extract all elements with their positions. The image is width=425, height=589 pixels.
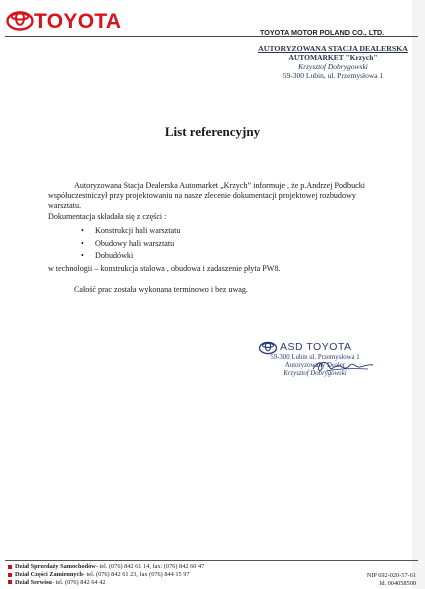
stamp-line-1: 59-300 Lubin ul. Przemysłowa 1 bbox=[270, 354, 360, 361]
stamp-title: ASD TOYOTA bbox=[280, 341, 352, 353]
paragraph-3: w technologii – konstrukcja stalowa , obudowa i zadaszenie płyta PW8. bbox=[48, 263, 281, 273]
bullet-icon: • bbox=[81, 251, 84, 261]
footer-row-parts: Dział Części Zamiennych - tel. (076) 842 61 23, fax (076) 844 15 97 bbox=[8, 571, 204, 579]
red-square-icon bbox=[8, 580, 12, 584]
id-number: Id. 004058500 bbox=[379, 579, 416, 587]
red-square-icon bbox=[8, 573, 12, 577]
red-square-icon bbox=[8, 565, 12, 569]
nip-number: NIP 692-020-57-61 bbox=[366, 572, 416, 579]
dealer-address-block bbox=[248, 44, 418, 80]
footer-row-service: Dział Serwisu - tel. (076) 842 64 42 bbox=[8, 579, 204, 587]
handwritten-signature bbox=[310, 356, 376, 376]
list-item: • Konstrukcji hali warsztatu bbox=[81, 225, 181, 235]
stamp-line-3: Krzysztof Dobrygowski bbox=[283, 370, 347, 378]
footer-divider bbox=[5, 560, 418, 561]
paragraph-4: Całość prac została wykonana terminowo i bez uwag. bbox=[74, 285, 248, 295]
dealer-line-3: Krzysztof Dobrygowski bbox=[298, 62, 368, 71]
list-item: • Dobudówki bbox=[81, 251, 134, 261]
document-title: List referencyjny bbox=[164, 124, 261, 139]
bullet-icon: • bbox=[81, 238, 84, 248]
page-edge bbox=[412, 0, 425, 589]
footer-row-sales: Dział Sprzedaży Samochodów - tel. (076) 842 61 14, fax: (076) 842 60 47 bbox=[8, 563, 204, 571]
dealer-line-2: AUTOMARKET "Krzych" bbox=[288, 53, 378, 62]
letter-body bbox=[48, 181, 388, 295]
stamp-line-2: Autoryzowany Dealer bbox=[284, 362, 346, 370]
paragraph-2: Dokumentacja składała się z części : bbox=[48, 211, 167, 221]
paragraph-1: Autoryzowana Stacja Dealerska Automarket „Krzych” informuje , że p.Andrzej Podbucki współuczestniczył przy projektowaniu na nasze zlecenie dokumentacji projektowej rozbudowy warsztatu. bbox=[48, 181, 366, 211]
parts-list bbox=[48, 226, 388, 262]
list-item: • Obudowy hali warsztatu bbox=[81, 238, 175, 248]
brand-wordmark: TOYOTA bbox=[34, 10, 122, 33]
footer-ids bbox=[350, 572, 416, 588]
company-name: TOYOTA MOTOR POLAND CO., LTD. bbox=[260, 28, 385, 37]
dealer-line-4: 59-300 Lubin, ul. Przemysłowa 1 bbox=[282, 71, 384, 80]
bullet-icon: • bbox=[81, 225, 84, 235]
footer-contacts bbox=[8, 563, 204, 586]
dealer-line-1: AUTORYZOWANA STACJA DEALERSKA bbox=[258, 44, 408, 53]
stamp-toyota-logo-icon bbox=[258, 341, 278, 355]
